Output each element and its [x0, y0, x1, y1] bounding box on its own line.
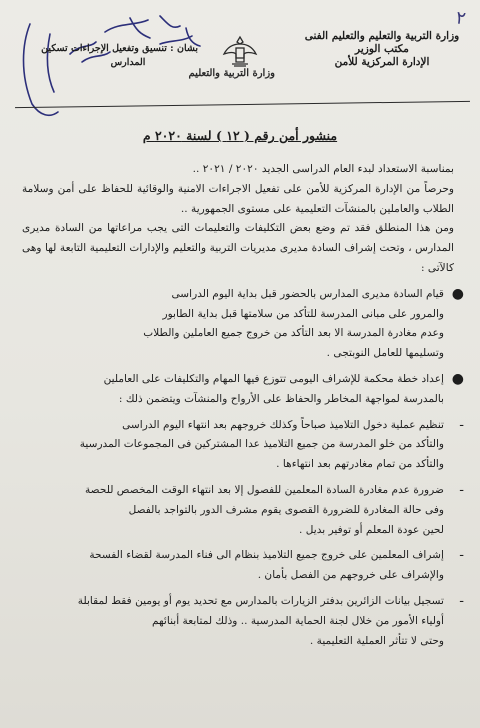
list-item-text: قيام السادة مديرى المدارس بالحضور قبل بداية اليوم الدراسى والمرور على مبانى المدرسة للتأكد من سلامتها قبل بداية الطابور وعدم مغادرة المدرسة الا بعد التأكد من خروج جميع العاملين والطلاب وتسليمها للعامل النوبتجى .: [143, 287, 444, 360]
intro-purpose: وحرصاً من الإدارة المركزية للأمن على تفعيل الاجراءات الامنية والوقائية للحفاظ على أمن وسلامة الطلاب والعاملين بالمنشآت التعليمية على مستوى الجمهورية ..: [22, 182, 454, 215]
list-item: [22, 481, 464, 540]
eagle-emblem-icon: [222, 34, 258, 68]
page-number: ٢: [454, 7, 468, 30]
document-title: منشور أمن رقم ( ١٢ ) لسنة ٢٠٢٠ م: [142, 128, 338, 143]
list-item-text: إشراف المعلمين على خروج جميع التلاميذ بنظام الى فناء المدرسة لقضاء الفسحة والإشراف على خروجهم من الفصل بأمان .: [89, 549, 444, 582]
department-name: الإدارة المركزية للأمن: [334, 56, 430, 68]
intro-occasion: بمناسبة الاستعداد لبدء العام الدراسى الجديد ٢٠٢٠ / ٢٠٢١ ..: [192, 163, 454, 175]
office-name: مكتب الوزير: [355, 43, 409, 55]
ministry-name: وزارة التربية والتعليم والتعليم الفنى: [304, 30, 460, 42]
ministry-emblem: [188, 34, 275, 96]
document-body: [22, 160, 464, 651]
list-item-text: ضرورة عدم مغادرة السادة المعلمين للفصول إلا بعد انتهاء الوقت المخصص للحصة وفى حالة المغادرة للضرورة القصوى يقوم مشرف الدور بالتواجد بالفصل لحين عودة المعلم أو توفير بديل .: [84, 483, 444, 536]
dash-icon: -: [459, 481, 464, 498]
list-item-text: تسجيل بيانات الزائرين بدفتر الزيارات بالمدارس مع تحديد يوم أو يومين فقط لمقابلة أولياء الأمور من خلال لجنة الحماية المدرسية .. وذلك لمتابعة أبنائهم وحتى لا تتأثر العملية التعليمية .: [77, 594, 444, 647]
list-item: [22, 592, 464, 651]
list-item: [22, 370, 464, 410]
list-item-text: تنظيم عملية دخول التلاميذ صباحاً وكذلك خروجهم بعد انتهاء اليوم الدراسى والتأكد من خلو المدرسة من جميع التلاميذ عدا المشتركين فى المجموعات المدرسية والتأكد من تمام مغادرتهم بعد انتهاءها .: [79, 418, 444, 471]
list-item: [22, 546, 464, 586]
subject-line-2: المدارس: [110, 57, 146, 68]
subject-line: بشان : تنسيق وتفعيل الإجراءات تسكين: [41, 43, 198, 54]
ministry-calligraphy: وزارة التربية والتعليم: [188, 68, 275, 79]
dash-icon: -: [459, 547, 464, 564]
instruction-list: [22, 285, 464, 652]
bullet-icon: ●: [451, 285, 464, 302]
bullet-icon: ●: [451, 370, 464, 387]
dash-icon: -: [459, 592, 464, 609]
list-item: [22, 416, 464, 475]
list-item: [22, 285, 464, 364]
list-item-text: إعداد خطة محكمة للإشراف اليومى تتوزع فيها المهام والتكليفات على العاملين بالمدرسة لمواجهة المخاطر والحفاظ على الأرواح والمنشآت ويتضمن ذلك :: [103, 372, 444, 405]
intro-instructions: ومن هذا المنطلق فقد تم وضع بعض التكليفات والتعليمات التى يجب مراعاتها من السادة مديرى المدارس ، وتحت إشراف السادة مديرى مديريات التربية والتعليم والإدارات التعليمية التابعة لها وهى كالآتى :: [22, 222, 454, 274]
ministry-header: [302, 30, 462, 69]
dash-icon: -: [459, 416, 464, 433]
subject-header: [41, 42, 198, 70]
